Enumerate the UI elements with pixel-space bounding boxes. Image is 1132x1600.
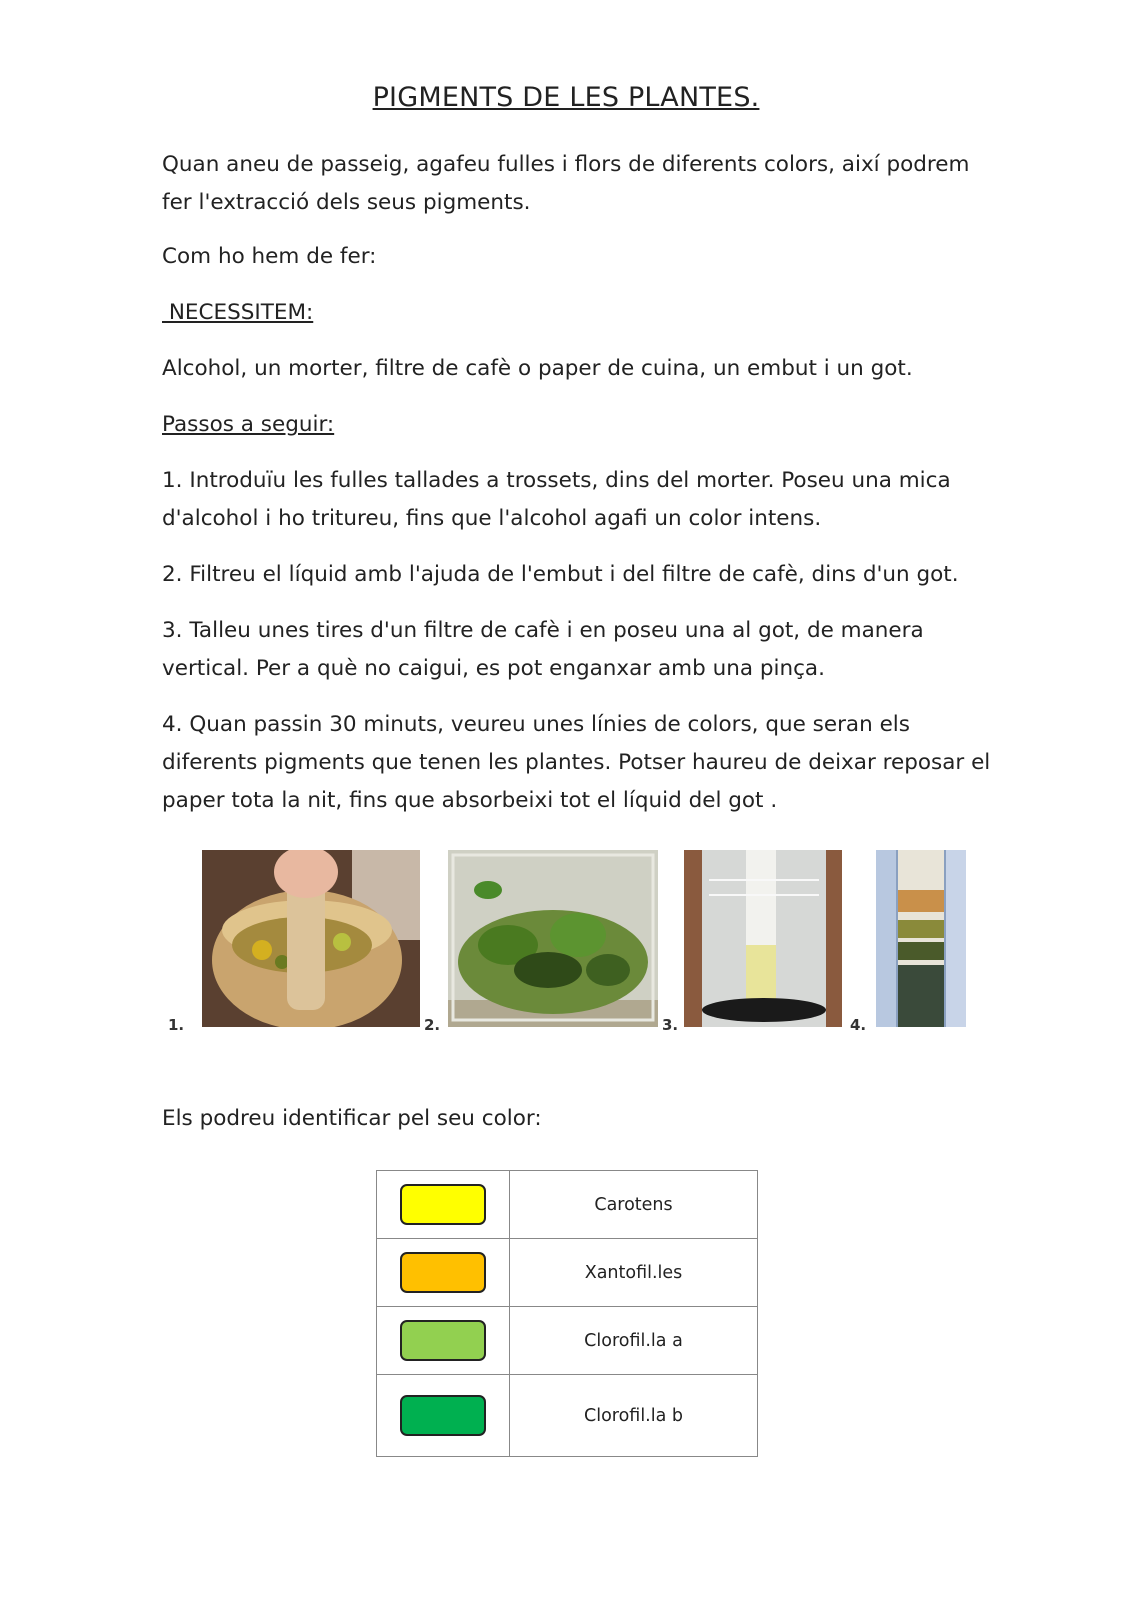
step-1: 1. Introduïu les fulles tallades a trossets, dins del morter. Poseu una mica d'alcohol i ho tritureu, fins que l'alcohol agafi un color intens.	[162, 468, 951, 531]
intro-paragraph: Quan aneu de passeig, agafeu fulles i flors de diferents colors, així podrem fer l'extracció dels seus pigments.	[162, 152, 970, 215]
color-swatch	[400, 1320, 486, 1361]
pigment-name: Carotens	[510, 1171, 758, 1239]
color-swatch	[400, 1252, 486, 1293]
pigment-legend-table	[376, 1170, 758, 1457]
photo-label-4: 4.	[850, 1016, 867, 1034]
legend-swatch-cell	[377, 1375, 510, 1457]
step-4: 4. Quan passin 30 minuts, veureu unes línies de colors, que seran els diferents pigments que tenen les plantes. Potser haureu de deixar reposar el paper tota la nit, fins que absorbeixi tot el líquid del got .	[162, 712, 991, 813]
photo-filtering	[448, 850, 658, 1027]
legend-row	[377, 1239, 758, 1307]
legend-swatch-cell	[377, 1239, 510, 1307]
legend-intro: Els podreu identificar pel seu color:	[162, 1106, 542, 1131]
photo-label-3: 3.	[662, 1016, 679, 1034]
photo-mortar	[202, 850, 420, 1027]
how-to-text: Com ho hem de fer:	[162, 244, 377, 269]
photo-pigment-strip	[876, 850, 966, 1027]
legend-row	[377, 1307, 758, 1375]
legend-row	[377, 1375, 758, 1457]
steps-heading: Passos a seguir:	[162, 412, 335, 437]
pigment-name: Clorofil.la a	[510, 1307, 758, 1375]
photo-glass-strip	[684, 850, 842, 1027]
pigment-name: Xantofil.les	[510, 1239, 758, 1307]
materials-text: Alcohol, un morter, filtre de cafè o paper de cuina, un embut i un got.	[162, 356, 913, 381]
color-swatch	[400, 1184, 486, 1225]
step-photos	[162, 850, 982, 1040]
legend-swatch-cell	[377, 1307, 510, 1375]
step-2: 2. Filtreu el líquid amb l'ajuda de l'embut i del filtre de cafè, dins d'un got.	[162, 562, 959, 587]
step-3: 3. Talleu unes tires d'un filtre de cafè i en poseu una al got, de manera vertical. Per a què no caigui, es pot enganxar amb una pinça.	[162, 618, 924, 681]
legend-row	[377, 1171, 758, 1239]
pigment-name: Clorofil.la b	[510, 1375, 758, 1457]
legend-swatch-cell	[377, 1171, 510, 1239]
page-title: PIGMENTS DE LES PLANTES.	[372, 82, 760, 113]
needs-heading: NECESSITEM:	[162, 300, 314, 325]
photo-label-1: 1.	[168, 1016, 185, 1034]
photo-label-2: 2.	[424, 1016, 441, 1034]
color-swatch	[400, 1395, 486, 1436]
